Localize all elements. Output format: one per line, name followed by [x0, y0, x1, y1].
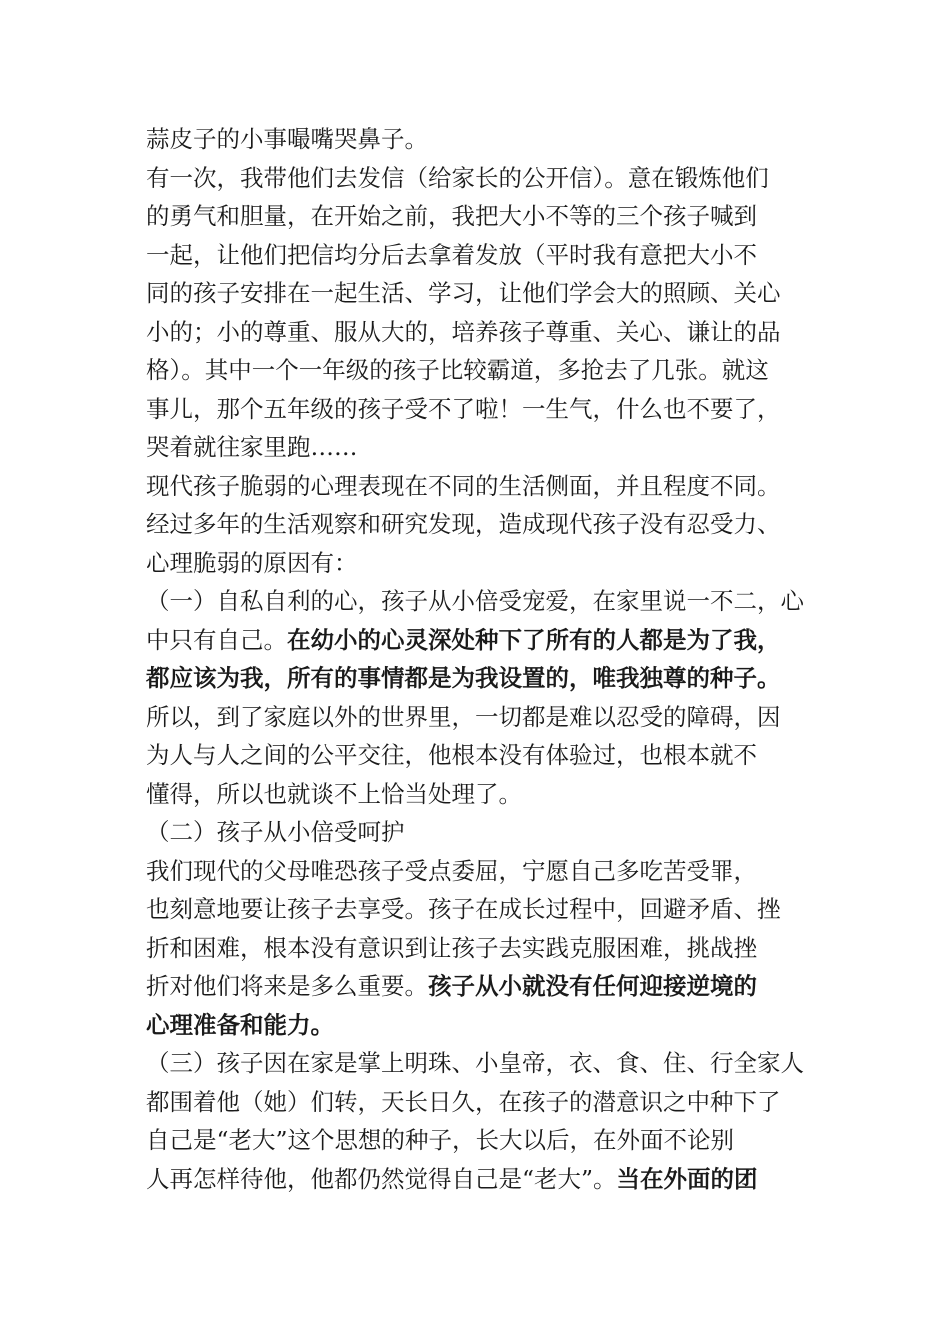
- text-line: [146, 544, 836, 583]
- text-run: 人再怎样待他，他都仍然觉得自己是“老大”。: [146, 1164, 617, 1193]
- text-line: [146, 313, 836, 352]
- text-line: [146, 1121, 836, 1160]
- text-run: 蒜皮子的小事嘬嘴哭鼻子。: [146, 125, 428, 153]
- bold-text-run: 都应该为我，所有的事情都是为我设置的，唯我独尊的种子。: [146, 664, 781, 692]
- text-run: 都围着他（她）们转，天长日久，在孩子的潜意识之中种下了: [146, 1087, 781, 1116]
- text-line: [146, 351, 836, 390]
- text-run: 懂得，所以也就谈不上恰当处理了。: [146, 779, 522, 808]
- text-line: [146, 775, 836, 814]
- text-line: [146, 929, 836, 968]
- text-run: 小的；小的尊重、服从大的，培养孩子尊重、关心、谦让的品: [146, 317, 781, 346]
- text-line: [146, 813, 836, 852]
- text-line: [146, 428, 836, 467]
- bold-text-run: 孩子从小就没有任何迎接逆境的: [428, 972, 757, 1000]
- text-run: 现代孩子脆弱的心理表现在不同的生活侧面，并且程度不同。: [146, 471, 781, 500]
- text-line: [146, 890, 836, 929]
- text-line: [146, 390, 836, 429]
- text-run: 为人与人之间的公平交往，他根本没有体验过，也根本就不: [146, 741, 757, 769]
- text-run: 有一次，我带他们去发信（给家长的公开信）。意在锻炼他们: [146, 163, 769, 192]
- text-run: 哭着就往家里跑……: [146, 433, 358, 461]
- text-line: [146, 582, 836, 621]
- bold-text-run: 当在外面的团: [616, 1164, 758, 1193]
- text-line: [146, 621, 836, 660]
- text-run: 也刻意地要让孩子去享受。孩子在成长过程中，回避矛盾、挫: [146, 895, 781, 923]
- text-line: [146, 698, 836, 737]
- text-run: 格）。其中一个一年级的孩子比较霸道，多抢去了几张。就这: [146, 356, 769, 384]
- text-run: 自己是“老大”这个思想的种子，长大以后，在外面不论别: [146, 1126, 735, 1154]
- text-run: 心理脆弱的原因有：: [146, 548, 358, 577]
- bold-text-run: 心理准备和能力。: [146, 1010, 334, 1039]
- text-run: 一起，让他们把信均分后去拿着发放（平时我有意把大小不: [146, 240, 757, 269]
- text-line: [146, 659, 836, 698]
- text-run: 同的孩子安排在一起生活、学习，让他们学会大的照顾、关心: [146, 279, 781, 307]
- text-run: 折和困难，根本没有意识到让孩子去实践克服困难，挑战挫: [146, 933, 757, 962]
- text-run: 事儿，那个五年级的孩子受不了啦！一生气，什么也不要了，: [146, 394, 781, 423]
- text-line: [146, 274, 836, 313]
- text-line: [146, 467, 836, 506]
- text-line: [146, 505, 836, 544]
- text-line: [146, 159, 836, 198]
- text-line: [146, 1083, 836, 1122]
- text-line: [146, 1044, 836, 1083]
- text-line: [146, 967, 836, 1006]
- text-run: 经过多年的生活观察和研究发现，造成现代孩子没有忍受力、: [146, 510, 781, 538]
- text-line: [146, 236, 836, 275]
- text-line: [146, 736, 836, 775]
- document-page: [146, 120, 836, 1198]
- text-line: [146, 197, 836, 236]
- text-run: 的勇气和胆量，在开始之前，我把大小不等的三个孩子喊到: [146, 202, 757, 230]
- text-run: 中只有自己。: [146, 625, 287, 654]
- text-run: 所以，到了家庭以外的世界里，一切都是难以忍受的障碍，因: [146, 702, 781, 731]
- text-line: [146, 120, 836, 159]
- text-run: 我们现代的父母唯恐孩子受点委屈，宁愿自己多吃苦受罪，: [146, 856, 757, 885]
- text-line: [146, 1006, 836, 1045]
- text-line: [146, 1160, 836, 1199]
- text-run: 折对他们将来是多么重要。: [146, 972, 428, 1000]
- text-run: （二）孩子从小倍受呵护: [146, 818, 405, 846]
- text-run: （三）孩子因在家是掌上明珠、小皇帝，衣、食、住、行全家人: [146, 1049, 804, 1077]
- text-run: （一）自私自利的心，孩子从小倍受宠爱，在家里说一不二，心: [146, 587, 804, 615]
- bold-text-run: 在幼小的心灵深处种下了所有的人都是为了我，: [287, 625, 781, 654]
- text-line: [146, 852, 836, 891]
